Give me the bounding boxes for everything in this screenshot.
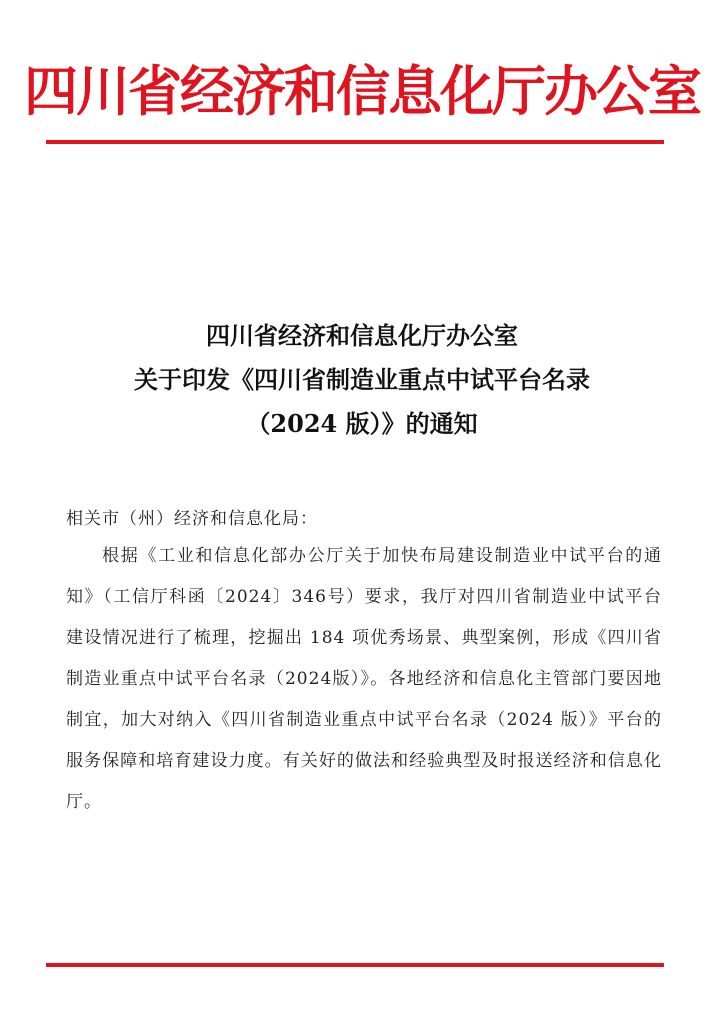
document-title bbox=[40, 314, 684, 446]
document-title-line-3: （2024 版）》的通知 bbox=[246, 409, 478, 438]
salutation: 相关市（州）经济和信息化局： bbox=[66, 509, 318, 529]
document-title-line-2: 关于印发《四川省制造业重点中试平台名录 bbox=[134, 365, 590, 394]
body-paragraph: 根据《工业和信息化部办公厅关于加快布局建设制造业中试平台的通知》（工信厅科函〔2024〕346号）要求，我厅对四川省制造业中试平台建设情况进行了梳理，挖掘出 184 项优秀场景、典型案例，形成《四川省制造业重点中试平台名录（2024版）》。各地经济和信息化主管部门要因地制宜，加大对纳入《四川省制造业重点中试平台名录（2024 版）》平台的服务保障和培育建设力度。有关好的做法和经验典型及时报送经济和信息化厅。 bbox=[66, 546, 662, 812]
letterhead-red-rule bbox=[46, 140, 664, 144]
document-title-line-1: 四川省经济和信息化厅办公室 bbox=[206, 321, 518, 350]
letterhead-title: 四川省经济和信息化厅办公室 bbox=[24, 59, 700, 123]
footer-red-rule bbox=[46, 963, 664, 967]
